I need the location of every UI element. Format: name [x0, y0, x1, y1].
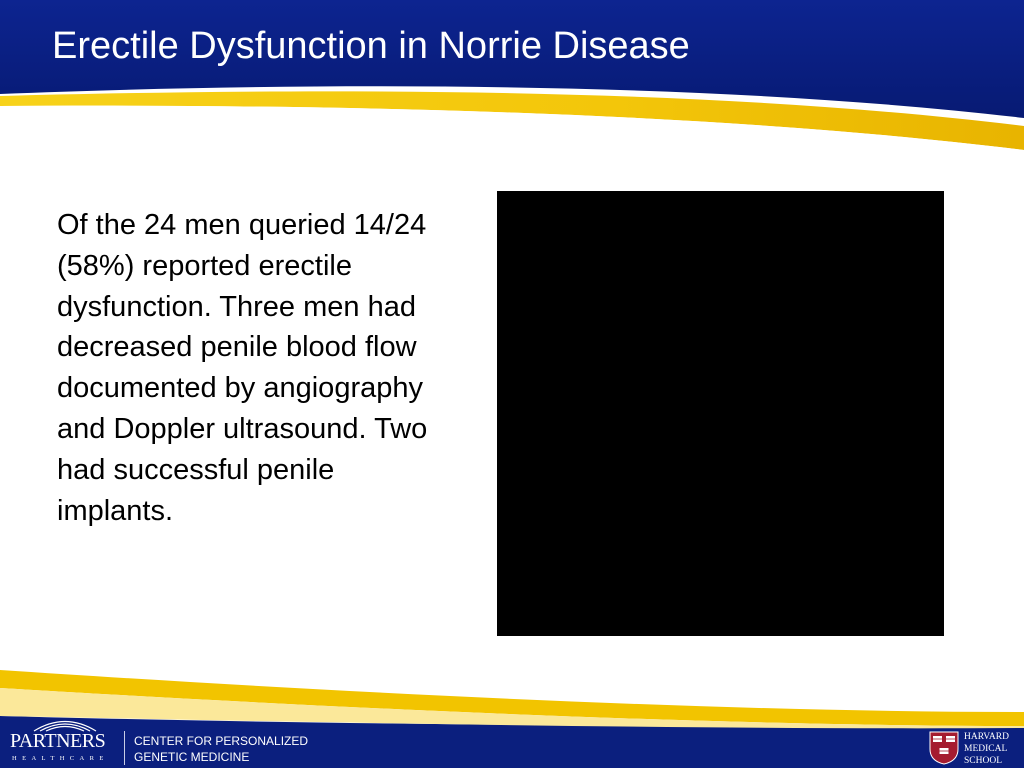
partners-wordmark: PARTNERS: [10, 730, 106, 752]
hms-line3: SCHOOL: [964, 756, 1003, 766]
hms-line2: MEDICAL: [964, 744, 1008, 754]
hms-line1: HARVARD: [964, 732, 1009, 742]
partners-subtitle: HEALTHCARE: [12, 755, 109, 762]
image-placeholder: [497, 191, 944, 636]
center-name-line1: CENTER FOR PERSONALIZED: [134, 734, 309, 748]
footer-divider: [124, 731, 125, 765]
slide-title: Erectile Dysfunction in Norrie Disease: [52, 25, 690, 67]
harvard-shield-icon: [929, 731, 959, 765]
center-name-line2: GENETIC MEDICINE: [134, 750, 250, 764]
harvard-medical-school-label: [964, 731, 1009, 767]
partners-logo: [10, 718, 122, 766]
body-paragraph: Of the 24 men queried 14/24 (58%) reported erectile dysfunction. Three men had decreased penile blood flow documented by angiography and Doppler ultrasound. Two had successful penile implants.: [57, 209, 428, 527]
